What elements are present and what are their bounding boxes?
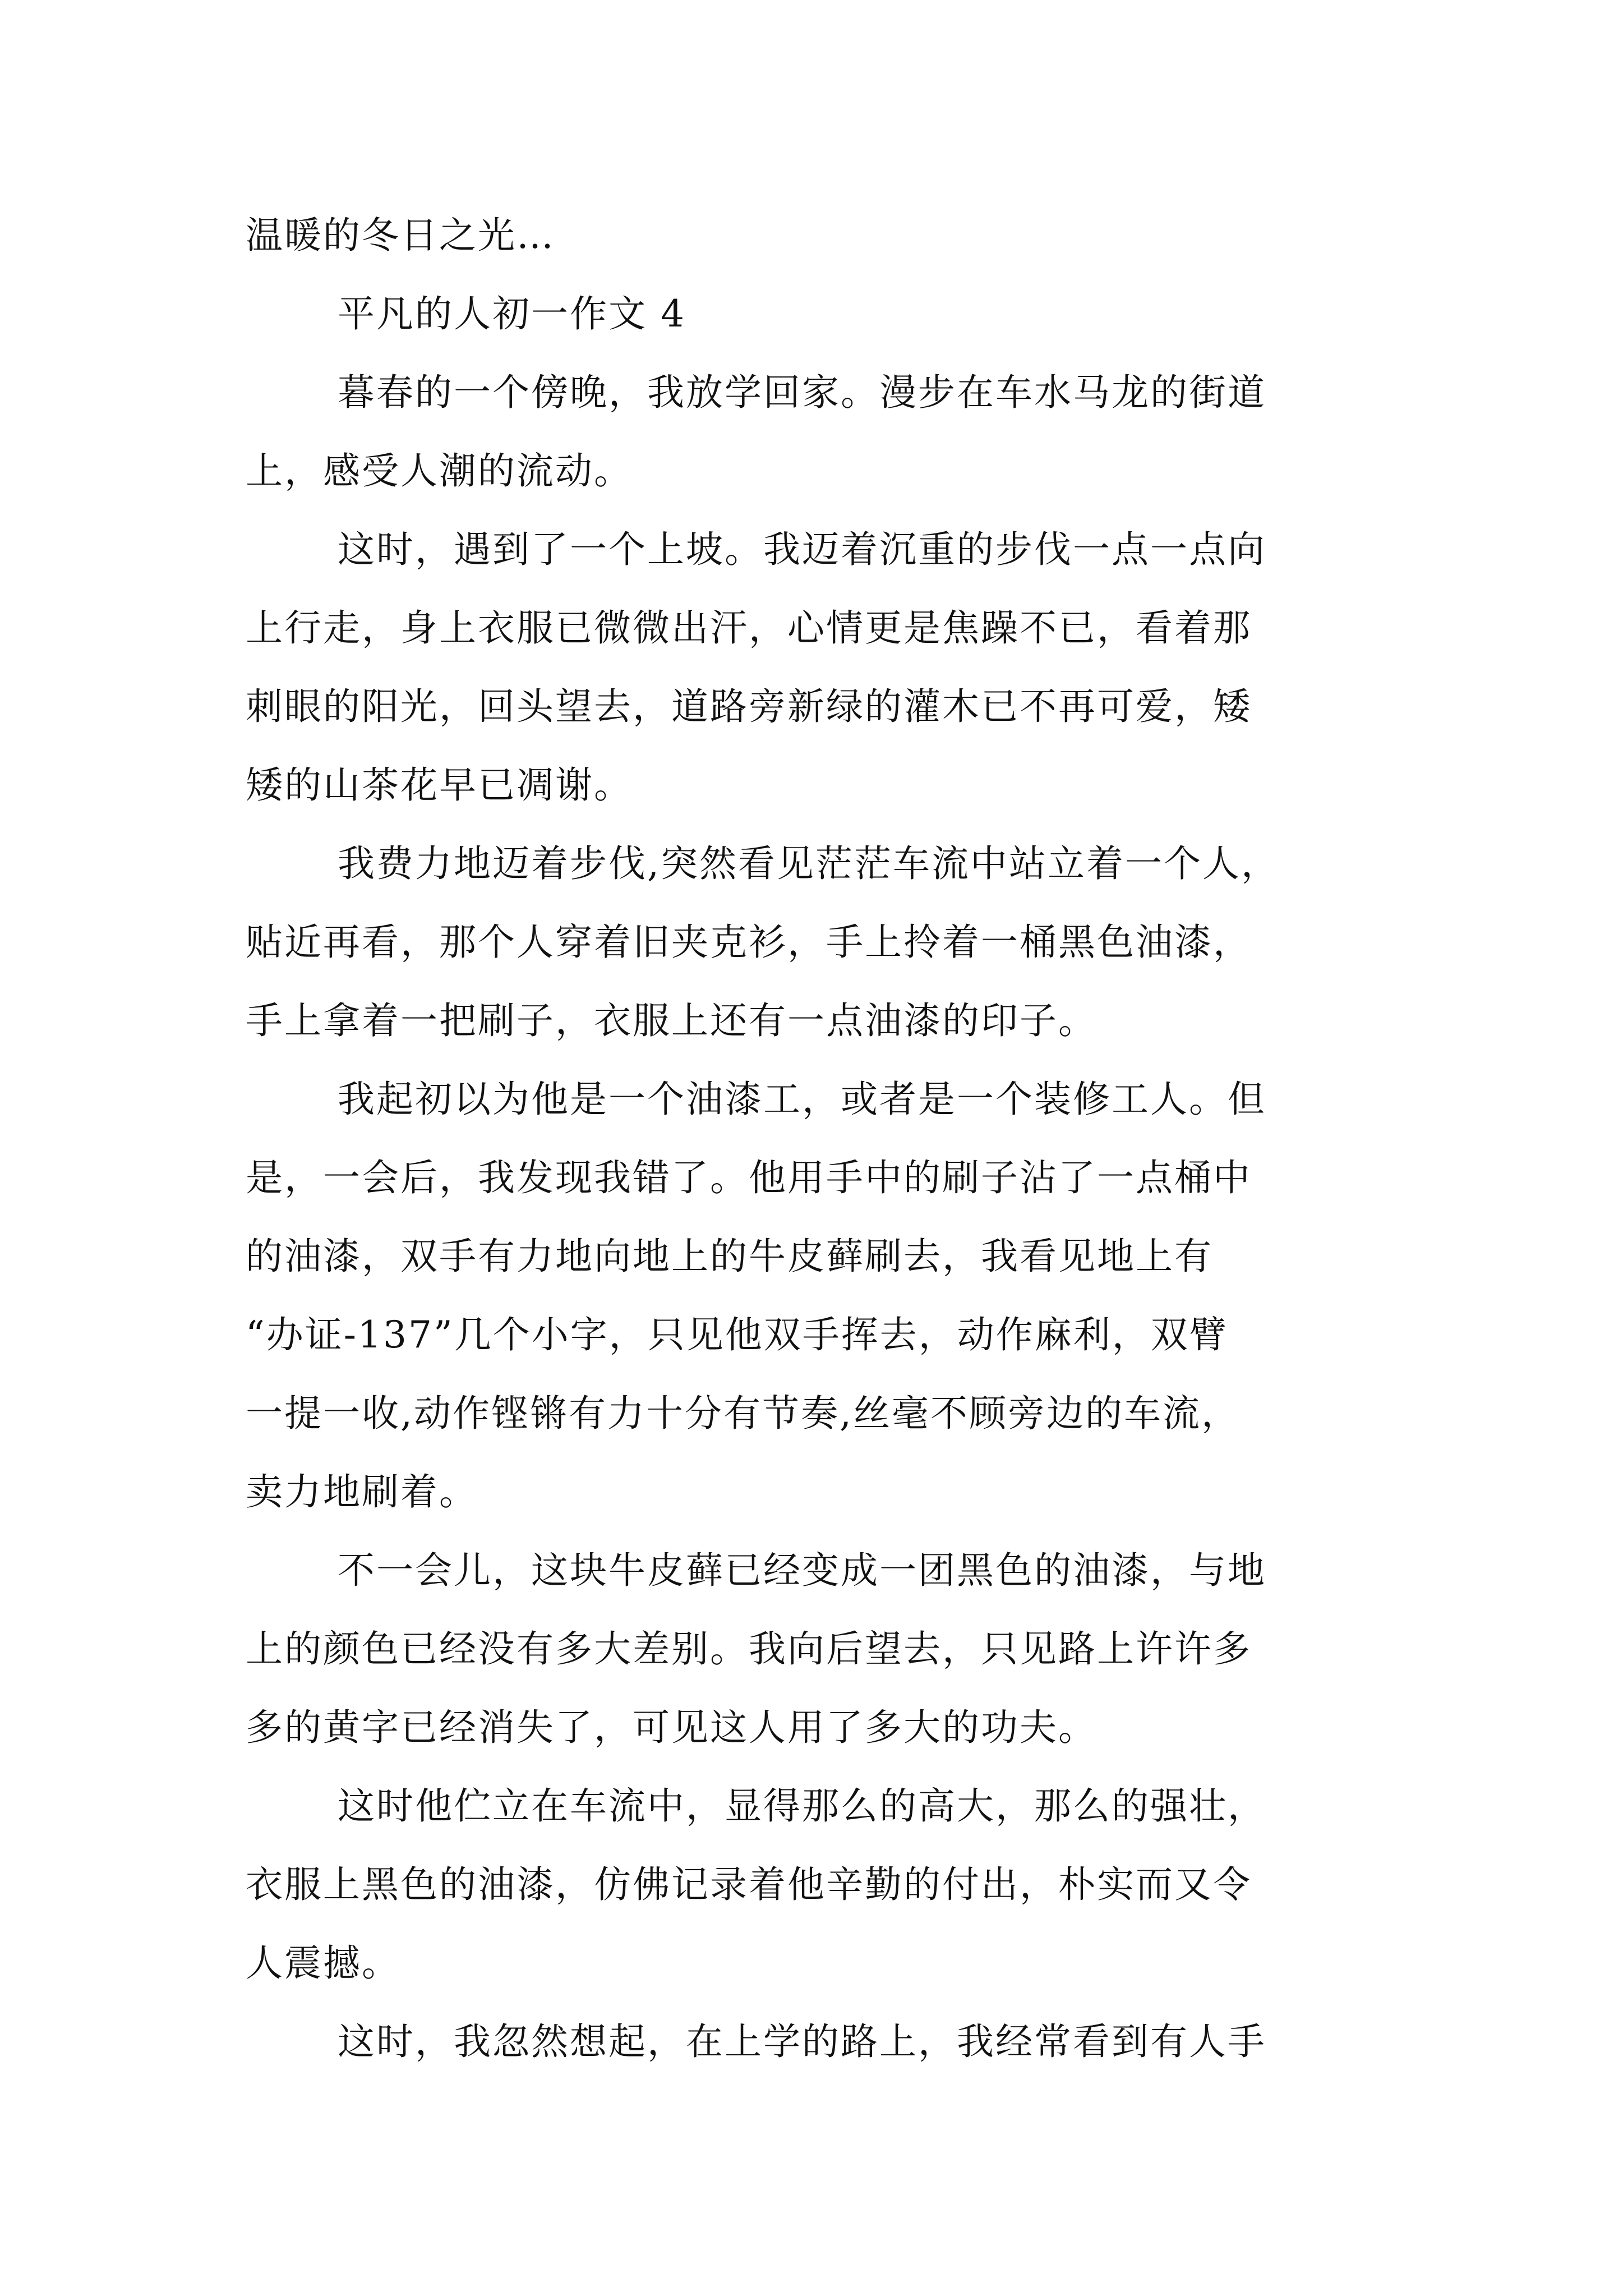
text-line: 暮春的一个傍晚，我放学回家。漫步在车水马龙的街道 (338, 371, 1266, 414)
text-line: 上，感受人潮的流动。 (246, 449, 633, 493)
essay-title: 平凡的人初一作文 4 (338, 292, 686, 335)
text-line: 人震撼。 (246, 1941, 400, 1985)
text-line: 刺眼的阳光，回头望去，道路旁新绿的灌木已不再可爱，矮 (246, 685, 1252, 728)
text-line: “办证-137”几个小字，只见他双手挥去，动作麻利，双臂 (246, 1313, 1228, 1356)
text-line: 衣服上黑色的油漆，仿佛记录着他辛勤的付出，朴实而又令 (246, 1863, 1252, 1906)
text-line: 温暖的冬日之光… (246, 214, 555, 257)
text-line: 矮的山茶花早已凋谢。 (246, 763, 633, 807)
text-line: 贴近再看，那个人穿着旧夹克衫，手上拎着一桶黑色油漆， (246, 921, 1252, 964)
text-line: 的油漆，双手有力地向地上的牛皮藓刷去，我看见地上有 (246, 1235, 1213, 1278)
text-line: 卖力地刷着。 (246, 1470, 478, 1513)
text-line: 一提一收,动作铿锵有力十分有节奏,丝毫不顾旁边的车流， (246, 1392, 1240, 1435)
text-line: 是，一会后，我发现我错了。他用手中的刷子沾了一点桶中 (246, 1156, 1252, 1199)
text-line: 我起初以为他是一个油漆工，或者是一个装修工人。但 (338, 1078, 1266, 1121)
text-line: 我费力地迈着步伐,突然看见茫茫车流中站立着一个人， (338, 842, 1280, 885)
text-line: 上的颜色已经没有多大差别。我向后望去，只见路上许许多 (246, 1627, 1252, 1671)
text-line: 这时，遇到了一个上坡。我迈着沉重的步伐一点一点向 (338, 528, 1266, 571)
text-line: 不一会儿，这块牛皮藓已经变成一团黑色的油漆，与地 (338, 1549, 1266, 1592)
text-line: 这时他伫立在车流中，显得那么的高大，那么的强壮， (338, 1784, 1266, 1828)
text-line: 这时，我忽然想起，在上学的路上，我经常看到有人手 (338, 2020, 1266, 2063)
text-line: 手上拿着一把刷子，衣服上还有一点油漆的印子。 (246, 999, 1097, 1042)
text-line: 上行走，身上衣服已微微出汗，心情更是焦躁不已，看着那 (246, 606, 1252, 650)
text-line: 多的黄字已经消失了，可见这人用了多大的功夫。 (246, 1706, 1097, 1749)
essay-body (246, 196, 1390, 2081)
